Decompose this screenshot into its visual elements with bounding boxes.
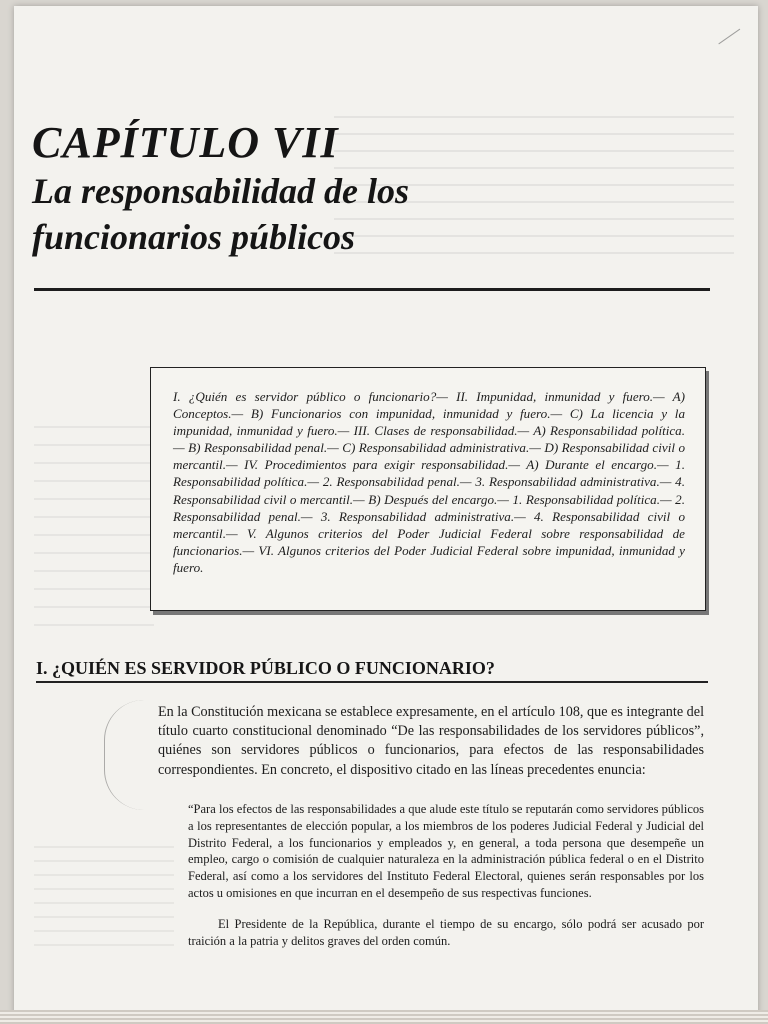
section-heading: I. ¿QUIÉN ES SERVIDOR PÚBLICO O FUNCIONARIO? xyxy=(36,658,495,678)
chapter-title-block xyxy=(32,118,732,260)
show-through-bleed xyxy=(34,846,174,956)
chapter-label: CAPÍTULO VII xyxy=(32,118,339,167)
pen-bracket-mark xyxy=(104,700,165,810)
chapter-title-line-2: funcionarios públicos xyxy=(32,217,356,257)
body-paragraph: En la Constitución mexicana se establece expresamente, en el artículo 108, que es integrante del título cuarto constitucional denominado “De las responsabilidades de los servidores públicos”, quiénes son servidores públicos o funcionarios, para efectos de las responsabilidades correspondientes. En concreto, el dispositivo citado en las líneas precedentes enuncia: xyxy=(158,704,705,778)
pen-tick-mark xyxy=(706,11,740,45)
title-rule xyxy=(34,288,710,291)
stacked-page-edges xyxy=(0,1010,768,1024)
section-rule xyxy=(36,681,708,683)
chapter-title-line-1: La responsabilidad de los xyxy=(32,171,410,211)
chapter-summary-text: I. ¿Quién es servidor público o funcionario?— II. Impunidad, inmunidad y fuero.— A) Conceptos.— B) Funcionarios con impunidad, inmunidad y fuero.— C) La licencia y la impunidad, inmunidad y fuero.— III. Clases de responsabilidad.— A) Responsabilidad política.— B) Responsabilidad penal.— C) Responsabilidad administrativa.— D) Responsabilidad civil o mercantil.— IV. Procedimientos para exigir responsabilidad.— A) Durante el encargo.— 1. Responsabilidad política.— 2. Responsabilidad penal.— 3. Responsabilidad administrativa.— 4. Responsabilidad civil o mercantil.— B) Después del encargo.— 1. Responsabilidad política.— 2. Responsabilidad penal.— 3. Responsabilidad administrativa.— 4. Responsabilidad civil o mercantil.— V. Algunos criterios del Poder Judicial Federal sobre responsabilidad de funcionarios.— VI. Algunos criterios del Poder Judicial Federal sobre impunidad, inmunidad y fuero. xyxy=(173,389,685,575)
show-through-bleed xyxy=(34,426,154,626)
chapter-summary-box xyxy=(150,367,706,611)
block-quote: “Para los efectos de las responsabilidades a que alude este título se reputarán como servidores públicos a los representantes de elección popular, a los miembros de los poderes Judicial Federal y Judicial del Distrito Federal, a los funcionarios y empleados y, en general, a toda persona que desempeñe un empleo, cargo o comisión de cualquier naturaleza en la administración pública federal o en el Distrito Federal, así como a los servidores del Instituto Federal Electoral, quienes serán responsables por los actos u omisiones en que incurran en el desempeño de sus respectivas funciones. xyxy=(188,802,704,900)
block-quote-continued: El Presidente de la República, durante el tiempo de su encargo, sólo podrá ser acusado por traición a la patria y delitos graves del orden común. xyxy=(188,917,704,948)
